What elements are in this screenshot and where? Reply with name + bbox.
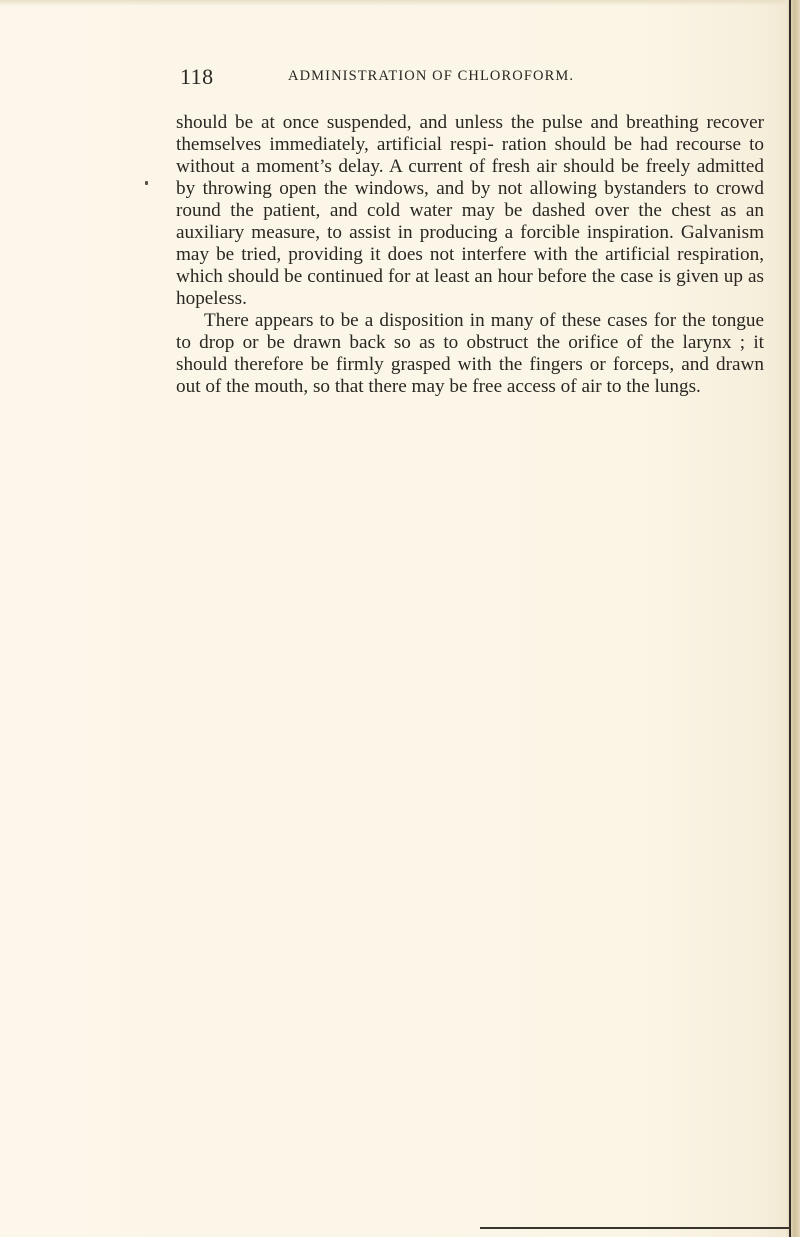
binding-edge-line bbox=[789, 0, 791, 1237]
page-header bbox=[180, 64, 780, 94]
bottom-edge-line bbox=[480, 1227, 791, 1229]
running-head: ADMINISTRATION OF CHLOROFORM. bbox=[288, 68, 575, 84]
margin-speck bbox=[145, 181, 148, 185]
top-edge-shadow bbox=[0, 0, 800, 6]
paragraph-2: There appears to be a disposition in many of these cases for the tongue to drop or be drawn back so as to obstruct the orifice of the larynx ; it should therefore be firmly grasped with the fingers or forceps, and drawn out of the mouth, so that there may be free access of air to the lungs. bbox=[176, 310, 764, 397]
page-number: 118 bbox=[180, 64, 214, 89]
body-text bbox=[176, 112, 764, 398]
paragraph-1: should be at once suspended, and unless the pulse and breathing recover themselves immediately, artificial respi- ration should be had recourse to without a moment’s delay. A current of fresh air should be freely admitted by throwing open the windows, and by not allowing bystanders to crowd round the patient, and cold water may be dashed over the chest as an auxiliary measure, to assist in producing a forcible inspiration. Galvanism may be tried, providing it does not interfere with the artificial respiration, which should be continued for at least an hour before the case is given up as hopeless. bbox=[176, 112, 764, 309]
